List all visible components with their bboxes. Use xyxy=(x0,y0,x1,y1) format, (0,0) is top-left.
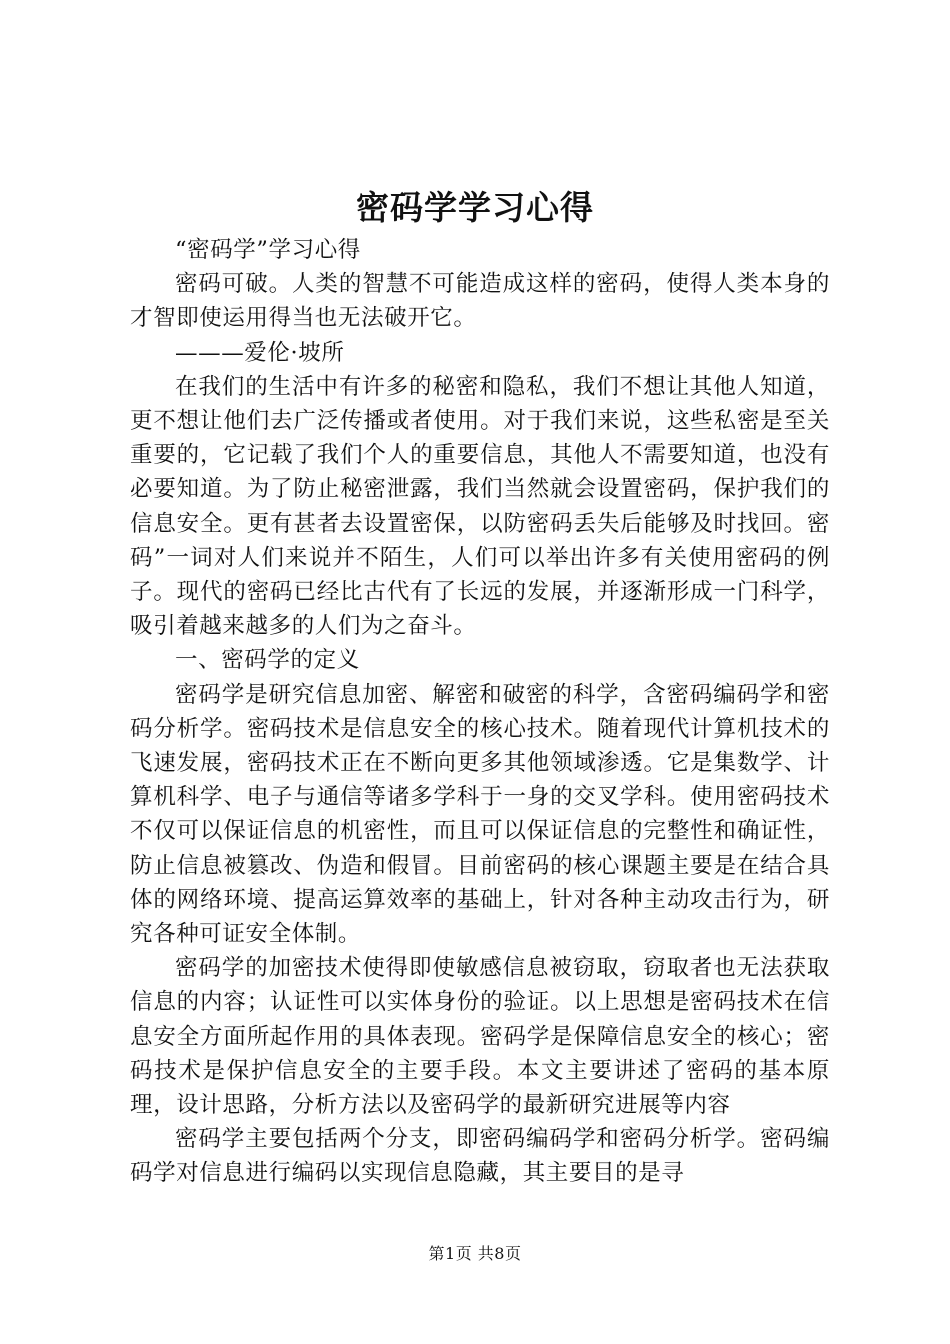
section-heading-definition: 一、密码学的定义 xyxy=(175,647,360,674)
paragraph-intro: 在我们的生活中有许多的秘密和隐私，我们不想让其他人知道，更不想让他们去广泛传播或者使用。对于我们来说，这些私密是至关重要的，它记载了我们个人的重要信息，其他人不需要知道，也没有必要知道。为了防止秘密泄露，我们当然就会设置密码，保护我们的信息安全。更有甚者去设置密保，以防密码丢失后能够及时找回。密码”一词对人们来说并不陌生，人们可以举出许多有关使用密码的例子。现代的密码已经比古代有了长远的发展，并逐渐形成一门科学，吸引着越来越多的人们为之奋斗。 xyxy=(130,373,830,640)
paragraph-quote-attribution: ———爱伦·坡所 xyxy=(175,339,345,366)
paragraph-definition: 密码学是研究信息加密、解密和破密的科学，含密码编码学和密码分析学。密码技术是信息安全的核心技术。随着现代计算机技术的飞速发展，密码技术正在不断向更多其他领域渗透。它是集数学、计算机科学、电子与通信等诸多学科于一身的交叉学科。使用密码技术不仅可以保证信息的机密性，而且可以保证信息的完整性和确证性，防止信息被篡改、伪造和假冒。目前密码的核心课题主要是在结合具体的网络环境、提高运算效率的基础上，针对各种主动攻击行为，研究各种可证安全体制。 xyxy=(130,681,830,948)
paragraph-quote: 密码可破。人类的智慧不可能造成这样的密码，使得人类本身的才智即使运用得当也无法破开它。 xyxy=(130,271,830,332)
document-title: 密码学学习心得 xyxy=(356,188,594,227)
paragraph-encryption: 密码学的加密技术使得即使敏感信息被窃取，窃取者也无法获取信息的内容；认证性可以实体身份的验证。以上思想是密码技术在信息安全方面所起作用的具体表现。密码学是保障信息安全的核心；密码技术是保护信息安全的主要手段。本文主要讲述了密码的基本原理，设计思路，分析方法以及密码学的最新研究进展等内容 xyxy=(130,955,830,1119)
paragraph-subtitle: “密码学”学习心得 xyxy=(175,237,361,263)
page-number-footer: 第1页 共8页 xyxy=(428,1244,522,1263)
paragraph-branches: 密码学主要包括两个分支，即密码编码学和密码分析学。密码编码学对信息进行编码以实现信息隐藏，其主要目的是寻 xyxy=(130,1126,830,1187)
document-body xyxy=(130,233,830,1191)
